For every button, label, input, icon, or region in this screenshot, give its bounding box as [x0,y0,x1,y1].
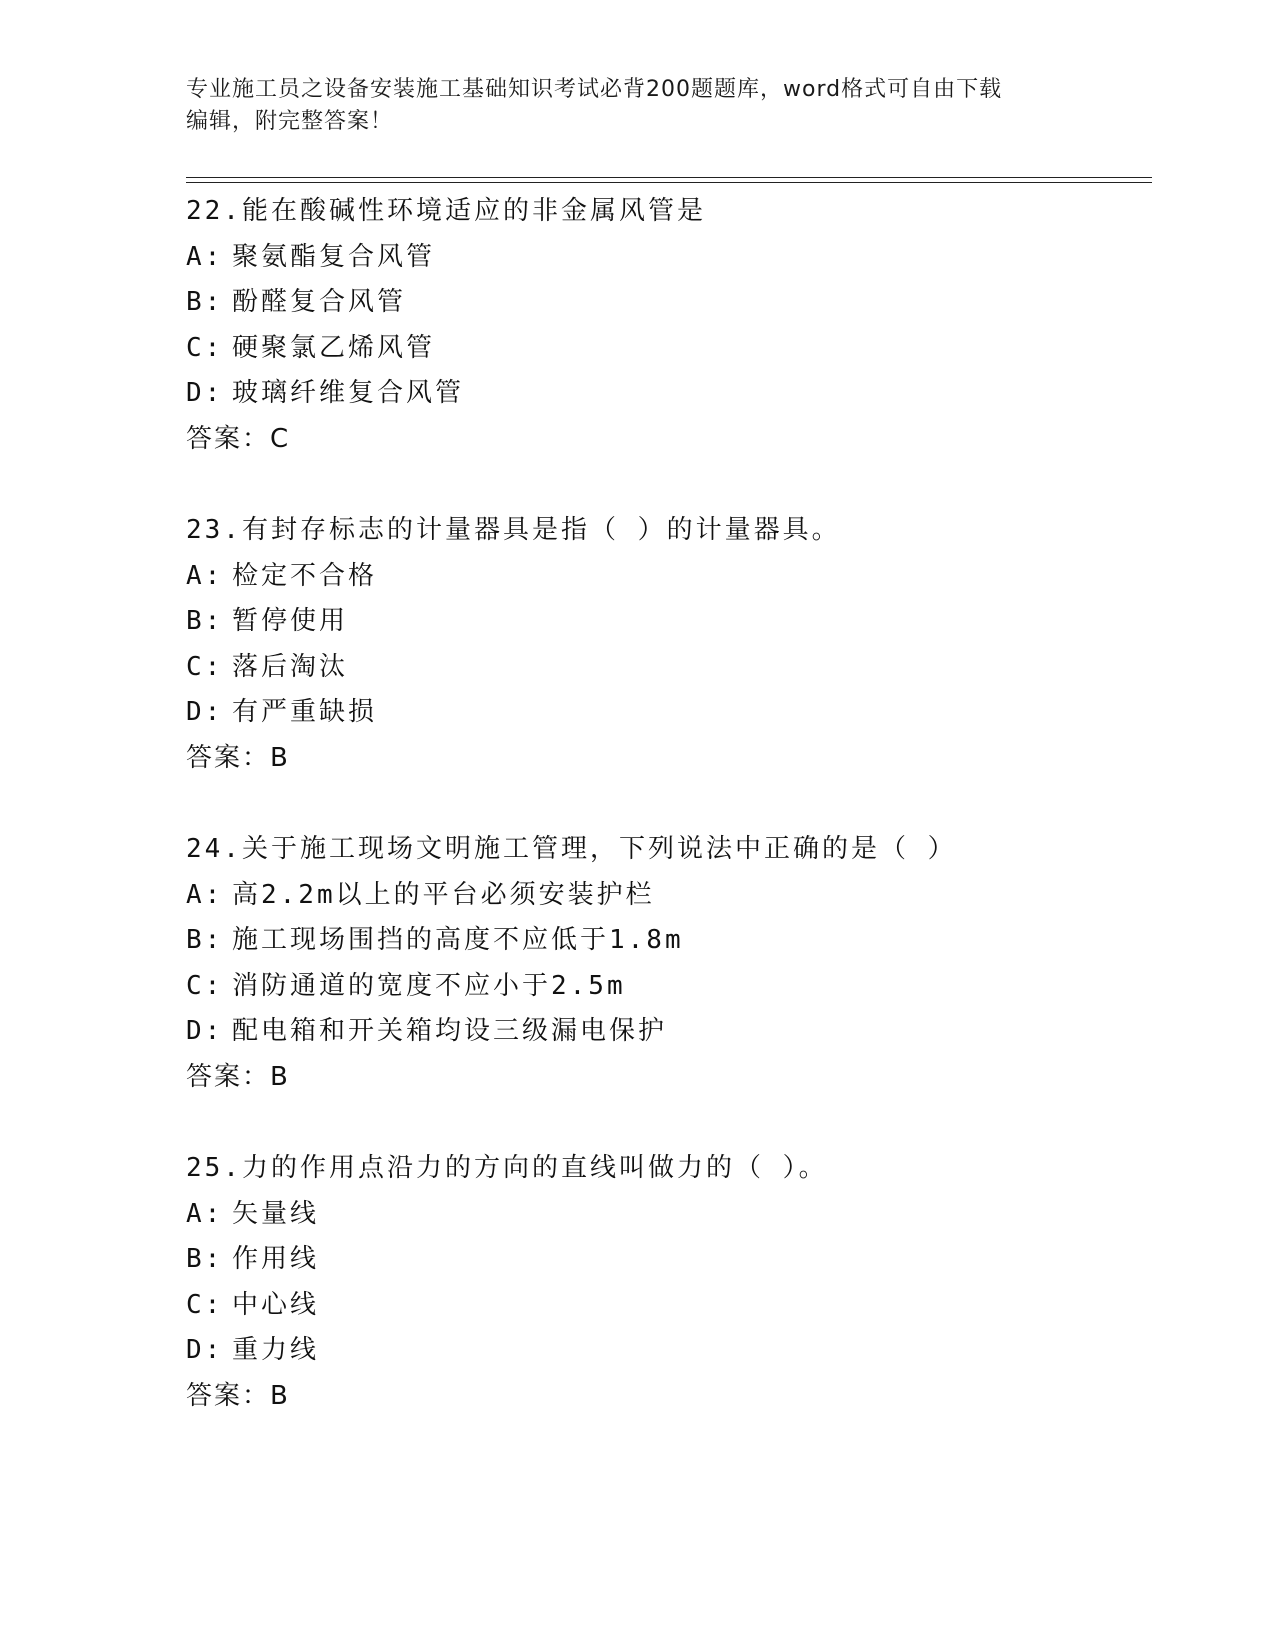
option-key: B: [186,925,224,955]
question-23 [186,508,1146,781]
question-22 [186,189,1146,462]
option-key: C: [186,651,224,682]
option-key: C: [186,332,224,363]
option-d [186,1009,1146,1055]
option-key: D: [186,1016,224,1046]
option-a [186,1192,1146,1238]
answer-label: 答案： [186,423,271,454]
option-key: B: [186,606,224,636]
option-c [186,964,1146,1010]
question-text: 能在酸碱性环境适应的非金属风管是 [241,196,706,226]
option-b [186,280,1146,326]
option-c [186,1283,1146,1329]
option-text: 玻璃纤维复合风管 [232,378,465,408]
option-d [186,690,1146,736]
option-text: 施工现场围挡的高度不应低于1.8m [232,925,684,955]
option-b [186,599,1146,645]
header-divider-top [186,177,1152,178]
option-text: 配电箱和开关箱均设三级漏电保护 [232,1016,668,1046]
option-text: 矢量线 [232,1198,320,1229]
answer-label: 答案： [186,742,271,773]
option-text: 高2.2m以上的平台必须安装护栏 [232,879,655,910]
question-list [186,189,1146,1465]
option-key: B: [186,1244,224,1274]
option-key: A: [186,241,224,272]
option-c [186,645,1146,691]
question-stem [186,508,1146,554]
question-text: 力的作用点沿力的方向的直线叫做力的（ ）。 [241,1153,828,1183]
option-b [186,1237,1146,1283]
header-title-line-2: 编辑，附完整答案！ [186,109,394,134]
document-header [186,74,1086,138]
option-text: 聚氨酯复合风管 [232,241,436,272]
question-stem [186,827,1146,873]
answer-value: B [270,742,290,773]
question-text: 关于施工现场文明施工管理，下列说法中正确的是（ ） [241,834,957,864]
option-text: 中心线 [232,1289,320,1320]
option-text: 落后淘汰 [232,651,349,682]
option-text: 重力线 [232,1335,320,1365]
option-a [186,554,1146,600]
option-key: D: [186,697,224,727]
option-text: 作用线 [232,1244,320,1274]
option-text: 有严重缺损 [232,697,378,727]
option-text: 消防通道的宽度不应小于2.5m [232,970,626,1001]
answer-label: 答案： [186,1380,271,1411]
option-a [186,873,1146,919]
option-key: A: [186,1198,224,1229]
answer-value: B [270,1061,290,1092]
option-key: B: [186,287,224,317]
option-key: D: [186,378,224,408]
question-25 [186,1146,1146,1419]
question-stem [186,189,1146,235]
question-number: 24. [186,834,242,864]
question-text: 有封存标志的计量器具是指（ ）的计量器具。 [241,515,841,545]
option-text: 硬聚氯乙烯风管 [232,332,436,363]
answer-line [186,1374,1146,1420]
option-key: C: [186,970,224,1001]
answer-line [186,1055,1146,1101]
answer-label: 答案： [186,1061,271,1092]
option-d [186,1328,1146,1374]
option-key: C: [186,1289,224,1320]
option-text: 暂停使用 [232,606,349,636]
question-stem [186,1146,1146,1192]
header-divider-bottom [186,182,1152,183]
question-number: 22. [186,196,242,226]
header-title-line-1: 专业施工员之设备安装施工基础知识考试必背200题题库，word格式可自由下载 [186,77,1003,102]
option-d [186,371,1146,417]
question-number: 25. [186,1153,242,1183]
option-text: 检定不合格 [232,560,378,591]
option-c [186,326,1146,372]
option-key: A: [186,560,224,591]
answer-line [186,417,1146,463]
question-24 [186,827,1146,1100]
option-key: D: [186,1335,224,1365]
option-b [186,918,1146,964]
option-a [186,235,1146,281]
option-text: 酚醛复合风管 [232,287,407,317]
option-key: A: [186,879,224,910]
answer-line [186,736,1146,782]
question-number: 23. [186,515,242,545]
answer-value: B [270,1380,290,1411]
answer-value: C [270,423,291,454]
